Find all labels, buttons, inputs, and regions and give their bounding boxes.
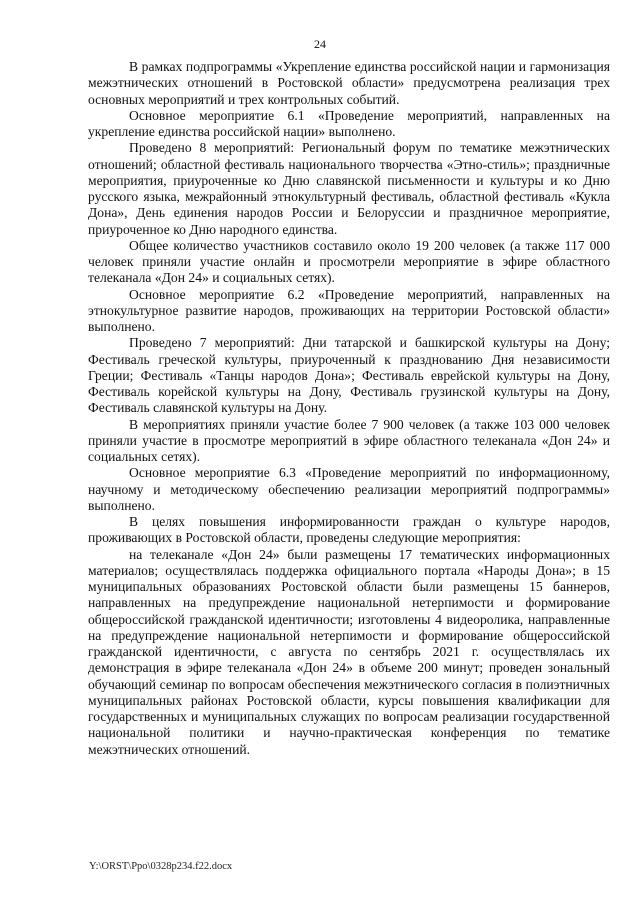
paragraph-participants-6-2: В мероприятиях приняли участие более 7 900 человек (а также 103 000 человек приняли участие в просмотре мероприятий в эфире областного телеканала «Дон 24» и социальных сетях). bbox=[88, 416, 610, 464]
paragraph-participants-6-1: Общее количество участников составило около 19 200 человек (а также 117 000 человек приняли участие онлайн и просмотрели мероприятие в эфире областного телеканала «Дон 24» и социальных сетях). bbox=[88, 237, 610, 286]
paragraph-awareness-intro: В целях повышения информированности граждан о культуре народов, проживающих в Ростовской области, проведены следующие мероприятия: bbox=[88, 514, 610, 546]
paragraph-subprogram-intro: В рамках подпрограммы «Укрепление единства российской нации и гармонизация межэтнических отношений в Ростовской области» предусмотрена реализация трех основных мероприятий и трех контрольных событий. bbox=[88, 59, 610, 107]
paragraph-measure-6-3: Основное мероприятие 6.3 «Проведение мероприятий по информационному, научному и методическому обеспечению реализации мероприятий подпрограммы» выполнено. bbox=[88, 465, 610, 513]
footer-file-path: Y:\ORST\Ppo\0328p234.f22.docx bbox=[89, 861, 233, 872]
paragraph-awareness-details: на телеканале «Дон 24» были размещены 17 тематических информационных материалов; осуществлялась поддержка официального портала «Народы Дона»; в 15 муниципальных образованиях Ростовской области были размещены 15 баннеров, направленных на предупреждение национальной нетерпимости и формирование общероссийской гражданской идентичности; изготовлены 4 видеоролика, направленные на предупреждение национальной нетерпимости и формирование общероссийской гражданской идентичности, с августа по сентябрь 2021 г. осуществлялась их демонстрация в эфире телеканала «Дон 24» в объеме 200 минут; проведен зональный обучающий семинар по вопросам обеспечения межэтнического согласия в полиэтничных муниципальных районах Ростовской области, курсы повышения квалификации для государственных и муниципальных служащих по вопросам реализации государственной национальной политики и научно-практическая конференция по тематике межэтнических отношений. bbox=[88, 546, 610, 757]
paragraph-measure-6-1: Основное мероприятие 6.1 «Проведение мероприятий, направленных на укрепление единства российской нации» выполнено. bbox=[88, 107, 610, 139]
document-body bbox=[88, 59, 610, 758]
paragraph-measure-6-2: Основное мероприятие 6.2 «Проведение мероприятий, направленных на этнокультурное развитие народов, проживающих на территории Ростовской области» выполнено. bbox=[88, 286, 610, 334]
paragraph-7-events: Проведено 7 мероприятий: Дни татарской и башкирской культуры на Дону; Фестиваль греческой культуры, приуроченный к празднованию Дня независимости Греции; Фестиваль «Танцы народов Дона»; Фестиваль еврейской культуры на Дону, Фестиваль корейской культуры на Дону, Фестиваль грузинской культуры на Дону, Фестиваль славянской культуры на Дону. bbox=[88, 335, 610, 416]
page-number: 24 bbox=[314, 37, 326, 51]
paragraph-8-events: Проведено 8 мероприятий: Региональный форум по тематике межэтнических отношений; областной фестиваль национального творчества «Этно-стиль»; праздничные мероприятия, приуроченные ко Дню славянской письменности и культуры и ко Дню русского языка, межрайонный этнокультурный фестиваль, областной фестиваль «Кукла Дона», День единения народов России и Белоруссии и праздничное мероприятие, приуроченное ко Дню народного единства. bbox=[88, 140, 610, 237]
